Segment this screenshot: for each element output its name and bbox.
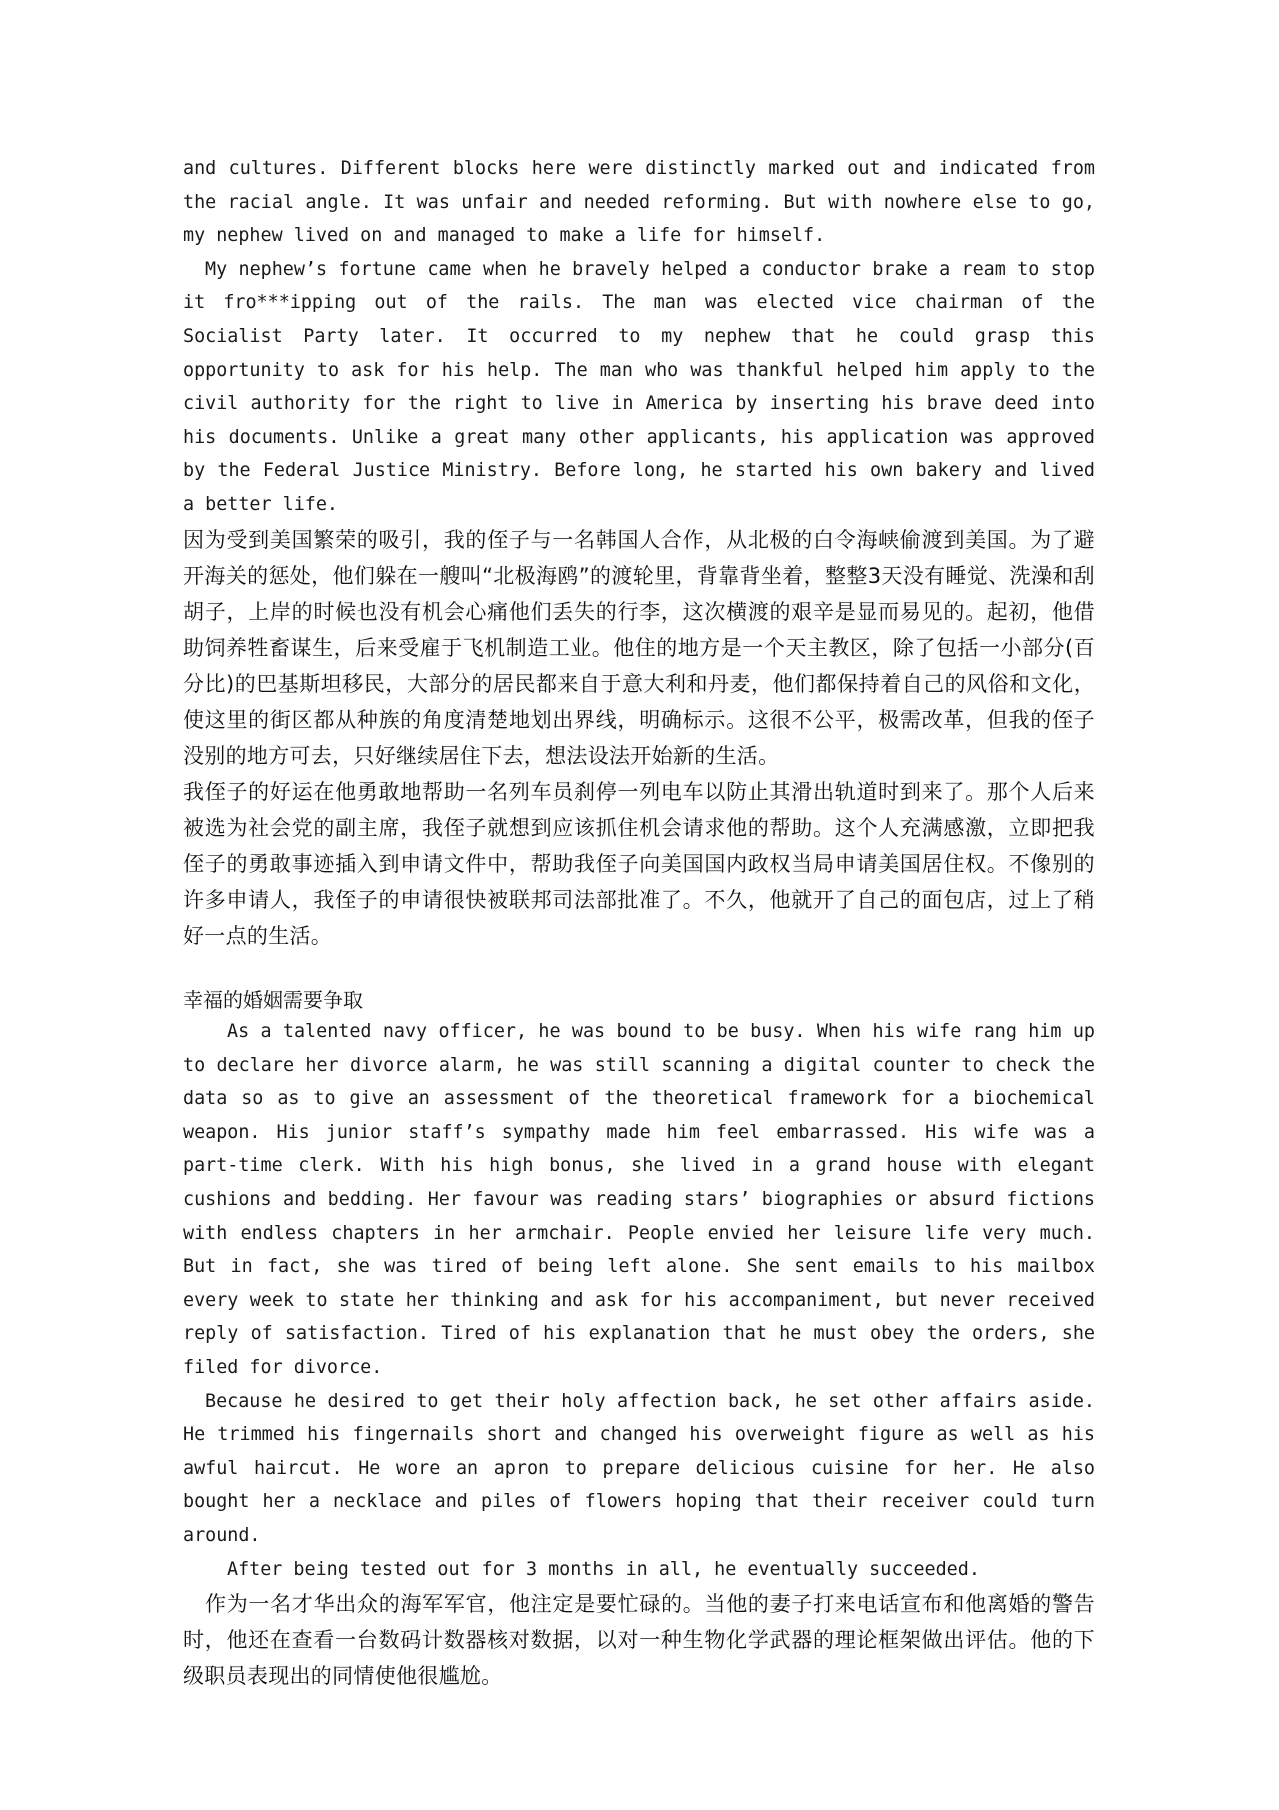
english-paragraph: Because he desired to get their holy affection back, he set other affairs aside. He trimmed his fingernails short and changed his overweight figure as well as his awful haircut. He wore an apron to prepare delicious cuisine for her. He also bought her a necklace and piles of flowers hoping that their receiver could turn around. xyxy=(183,1390,1095,1546)
story-immigration xyxy=(183,152,1095,954)
chinese-paragraph: 我侄子的好运在他勇敢地帮助一名列车员刹停一列电车以防止其滑出轨道时到来了。那个人后来被选为社会党的副主席，我侄子就想到应该抓住机会请求他的帮助。这个人充满感激，立即把我侄子的勇敢事迹插入到申请文件中，帮助我侄子向美国国内政权当局申请美国居住权。不像别的许多申请人，我侄子的申请很快被联邦司法部批准了。不久，他就开了自己的面包店，过上了稍好一点的生活。 xyxy=(183,779,1095,948)
english-paragraph: As a talented navy officer, he was bound to be busy. When his wife rang him up to declare her divorce alarm, he was still scanning a digital counter to check the data so as to give an assessment of the theoretical framework for a biochemical weapon. His junior staff’s sympathy made him feel embarrassed. His wife was a part-time clerk. With his high bonus, she lived in a grand house with elegant cushions and bedding. Her favour was reading stars’ biographies or absurd fictions with endless chapters in her armchair. People envied her leisure life very much. But in fact, she was tired of being left alone. She sent emails to his mailbox every week to state her thinking and ask for his accompaniment, but never received reply of satisfaction. Tired of his explanation that he must obey the orders, she filed for divorce. xyxy=(183,1021,1095,1378)
chinese-paragraph: 因为受到美国繁荣的吸引，我的侄子与一名韩国人合作，从北极的白令海峡偷渡到美国。为了避开海关的惩处，他们躲在一艘叫“北极海鸥”的渡轮里，背靠背坐着，整整3天没有睡觉、洗澡和刮胡子，上岸的时候也没有机会心痛他们丢失的行李，这次横渡的艰辛是显而易见的。起初，他借助饲养牲畜谋生，后来受雇于飞机制造工业。他住的地方是一个天主教区，除了包括一小部分(百分比)的巴基斯坦移民，大部分的居民都来自于意大利和丹麦，他们都保持着自己的风俗和文化，使这里的街区都从种族的角度清楚地划出界线，明确标示。这很不公平，极需改革，但我的侄子没别的地方可去，只好继续居住下去，想法设法开始新的生活。 xyxy=(183,527,1095,768)
chinese-paragraph: 作为一名才华出众的海军军官，他注定是要忙碌的。当他的妻子打来电话宣布和他离婚的警告时，他还在查看一台数码计数器核对数据，以对一种生物化学武器的理论框架做出评估。他的下级职员表现出的同情使他很尴尬。 xyxy=(183,1592,1095,1689)
english-paragraph: After being tested out for 3 months in all, he eventually succeeded. xyxy=(227,1558,980,1580)
english-paragraph: and cultures. Different blocks here were distinctly marked out and indicated from the racial angle. It was unfair and needed reforming. But with nowhere else to go, my nephew lived on and managed to make a life for himself. xyxy=(183,158,1095,247)
story-marriage xyxy=(183,985,1095,1694)
section-title: 幸福的婚姻需要争取 xyxy=(183,988,363,1012)
english-paragraph: My nephew’s fortune came when he bravely helped a conductor brake a ream to stop it fro***ipping out of the rails. The man was elected vice chairman of the Socialist Party later. It occurred to my nephew that he could grasp this opportunity to ask for his help. The man who was thankful helped him apply to the civil authority for the right to live in America by inserting his brave deed into his documents. Unlike a great many other applicants, his application was approved by the Federal Justice Ministry. Before long, he started his own bakery and lived a better life. xyxy=(183,258,1095,515)
